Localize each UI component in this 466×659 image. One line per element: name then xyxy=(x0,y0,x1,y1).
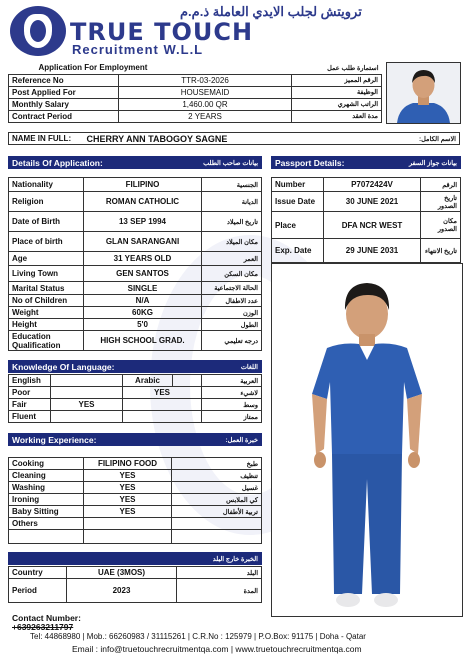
row-label-ar: الراتب الشهري xyxy=(292,98,382,110)
passport-title-ar: بيانات جواز السفر xyxy=(408,159,457,167)
table-row xyxy=(9,212,262,232)
row-label-ar: غسيل xyxy=(172,482,262,494)
row-value: FILIPINO FOOD xyxy=(84,458,172,470)
details-section-header xyxy=(8,156,262,169)
details-table xyxy=(8,177,262,351)
application-title: Application For Employment xyxy=(38,63,148,73)
applicant-full-name: CHERRY ANN TABOGOY SAGNE xyxy=(84,133,400,145)
table-row xyxy=(272,239,461,263)
col-arabic-ar: العربية xyxy=(202,375,262,387)
passport-section-header xyxy=(271,156,461,169)
row-label: Exp. Date xyxy=(272,239,324,263)
row-label-ar: عدد الاطفال xyxy=(202,295,262,307)
passport-title: Passport Details: xyxy=(275,157,345,168)
table-row xyxy=(9,482,262,494)
row-value: 2023 xyxy=(67,579,177,603)
row-label: Contract Period xyxy=(9,110,119,122)
row-label: Cleaning xyxy=(9,470,84,482)
row-value: DFA NCR WEST xyxy=(324,212,421,239)
language-title-ar: اللغات xyxy=(240,363,258,371)
table-row xyxy=(272,212,461,239)
row-value: FILIPINO xyxy=(84,178,202,192)
experience-title-ar: خبرة العمل: xyxy=(225,436,258,444)
row-label-ar: مكان السكن xyxy=(202,266,262,282)
row-label-ar: مكان الميلاد xyxy=(202,232,262,252)
row-label-ar: لاشيء xyxy=(202,387,262,399)
col-arabic: Arabic xyxy=(123,375,173,387)
row-label-ar: كي الملابس xyxy=(172,494,262,506)
row-label: Weight xyxy=(9,307,84,319)
arabic-value xyxy=(123,411,202,423)
english-value xyxy=(51,387,123,399)
col-english: English xyxy=(9,375,51,387)
table-row xyxy=(9,252,262,266)
row-label-ar: مدة العقد xyxy=(292,110,382,122)
row-label: Fair xyxy=(9,399,51,411)
details-title: Details Of Application: xyxy=(12,157,103,168)
table-row xyxy=(9,98,382,110)
row-value: GEN SANTOS xyxy=(84,266,202,282)
application-table xyxy=(8,62,382,123)
row-value: ROMAN CATHOLIC xyxy=(84,192,202,212)
row-label-ar: الوظيفة xyxy=(292,86,382,98)
row-label: Marital Status xyxy=(9,282,84,295)
language-table xyxy=(8,374,262,423)
row-label-ar: وسط xyxy=(202,399,262,411)
table-row xyxy=(9,178,262,192)
row-value: 31 YEARS OLD xyxy=(84,252,202,266)
table-row xyxy=(272,178,461,192)
row-label: Place of birth xyxy=(9,232,84,252)
row-value: SINGLE xyxy=(84,282,202,295)
row-value: N/A xyxy=(84,295,202,307)
english-value: YES xyxy=(51,399,123,411)
row-value: YES xyxy=(84,470,172,482)
row-label-ar: الرقم xyxy=(421,178,461,192)
table-row xyxy=(9,567,262,579)
company-logo-icon xyxy=(10,6,66,56)
row-label: No of Children xyxy=(9,295,84,307)
row-label-ar: تربية الأطفال xyxy=(172,506,262,518)
language-section-header xyxy=(8,360,262,373)
row-label: Reference No xyxy=(9,74,119,86)
name-table xyxy=(8,132,460,145)
applicant-photo-full xyxy=(271,263,463,617)
experience-table xyxy=(8,457,262,544)
table-row xyxy=(9,494,262,506)
row-label: Age xyxy=(9,252,84,266)
row-value xyxy=(84,518,172,530)
row-label-ar: العمر xyxy=(202,252,262,266)
row-value: YES xyxy=(84,506,172,518)
table-row xyxy=(9,411,262,423)
row-label-ar: تنظيف xyxy=(172,470,262,482)
row-label-ar: المدة xyxy=(177,579,262,603)
row-label: Date of Birth xyxy=(9,212,84,232)
row-value: 29 JUNE 2031 xyxy=(324,239,421,263)
table-row xyxy=(9,295,262,307)
passport-table xyxy=(271,177,461,263)
row-value: 5'0 xyxy=(84,319,202,331)
table-row xyxy=(272,192,461,212)
table-row xyxy=(9,506,262,518)
table-row xyxy=(9,192,262,212)
table-row xyxy=(9,232,262,252)
row-label-ar: الجنسية xyxy=(202,178,262,192)
row-value: HIGH SCHOOL GRAD. xyxy=(84,331,202,351)
experience-section-header xyxy=(8,433,262,446)
table-row xyxy=(9,319,262,331)
row-label: Period xyxy=(9,579,67,603)
row-value: TTR-03-2026 xyxy=(119,74,292,86)
name-label: NAME IN FULL: xyxy=(9,133,84,145)
table-row xyxy=(9,470,262,482)
row-label: Place xyxy=(272,212,324,239)
table-row xyxy=(9,387,262,399)
row-label: Post Applied For xyxy=(9,86,119,98)
contact-number: +639263211797 xyxy=(12,622,74,632)
row-value: 60KG xyxy=(84,307,202,319)
row-value: 30 JUNE 2021 xyxy=(324,192,421,212)
row-label-ar: الرقم المميز xyxy=(292,74,382,86)
row-label-ar: الحالة الاجتماعية xyxy=(202,282,262,295)
table-row xyxy=(9,282,262,295)
row-label-ar: الديانة xyxy=(202,192,262,212)
company-brand-sub: Recruitment W.L.L xyxy=(72,42,204,57)
row-label-ar: طبخ xyxy=(172,458,262,470)
table-row xyxy=(9,579,262,603)
footer-email-line: Email : info@truetouchrecruitmentqa.com | www.truetouchrecruitmentqa.com xyxy=(72,644,362,654)
arabic-value xyxy=(123,399,202,411)
row-label-ar: مكان الصدور xyxy=(421,212,461,239)
row-label: Height xyxy=(9,319,84,331)
table-row xyxy=(9,86,382,98)
row-label-ar: درجه تعليمي xyxy=(202,331,262,351)
row-label: Number xyxy=(272,178,324,192)
name-label-ar: الاسم الكامل: xyxy=(400,133,460,145)
table-row xyxy=(9,530,262,544)
row-label: Living Town xyxy=(9,266,84,282)
abroad-table xyxy=(8,566,262,603)
contact-label: Contact Number: xyxy=(12,613,81,623)
row-value: HOUSEMAID xyxy=(119,86,292,98)
row-label: Fluent xyxy=(9,411,51,423)
row-value: 13 SEP 1994 xyxy=(84,212,202,232)
row-label: Issue Date xyxy=(272,192,324,212)
row-value: P7072424V xyxy=(324,178,421,192)
table-row xyxy=(9,331,262,351)
row-label: Monthly Salary xyxy=(9,98,119,110)
row-label-ar: تاريخ الميلاد xyxy=(202,212,262,232)
table-row xyxy=(9,399,262,411)
row-value: GLAN SARANGANI xyxy=(84,232,202,252)
row-label: Others xyxy=(9,518,84,530)
table-row xyxy=(9,307,262,319)
arabic-value: YES xyxy=(123,387,202,399)
row-value: 1,460.00 QR xyxy=(119,98,292,110)
row-label-ar: ممتاز xyxy=(202,411,262,423)
row-value: UAE (3MOS) xyxy=(67,567,177,579)
english-value xyxy=(51,411,123,423)
row-label: Religion xyxy=(9,192,84,212)
row-value: YES xyxy=(84,494,172,506)
row-value: 2 YEARS xyxy=(119,110,292,122)
table-row xyxy=(9,266,262,282)
table-row xyxy=(9,518,262,530)
applicant-photo-small xyxy=(386,62,461,124)
company-arabic-name: ترويتش لجلب الايدي العاملة ذ.م.م xyxy=(180,4,362,19)
row-label-ar xyxy=(172,518,262,530)
row-label: Washing xyxy=(9,482,84,494)
row-label: Ironing xyxy=(9,494,84,506)
row-label: Cooking xyxy=(9,458,84,470)
table-row xyxy=(9,74,382,86)
row-label: Poor xyxy=(9,387,51,399)
row-label: Nationality xyxy=(9,178,84,192)
row-label: Baby Sitting xyxy=(9,506,84,518)
row-label-ar: الوزن xyxy=(202,307,262,319)
application-title-ar: استمارة طلب عمل xyxy=(327,64,379,72)
table-row xyxy=(9,110,382,122)
experience-title: Working Experience: xyxy=(12,434,97,445)
row-label-ar: الطول xyxy=(202,319,262,331)
language-title: Knowledge Of Language: xyxy=(12,361,115,372)
company-brand: TRUE TOUCH xyxy=(70,18,254,46)
row-label-ar: تاريخ الانتهاء xyxy=(421,239,461,263)
table-row xyxy=(9,458,262,470)
abroad-section-header xyxy=(8,552,262,565)
footer-contact-line: Tel: 44868980 | Mob.: 66260983 / 31115261 | C.R.No : 125979 | P.O.Box: 91175 | Doha - Qatar xyxy=(30,632,366,641)
row-label: Education Qualification xyxy=(9,331,84,351)
row-label-ar: تاريخ الصدور xyxy=(421,192,461,212)
row-value: YES xyxy=(84,482,172,494)
row-label: Country xyxy=(9,567,67,579)
details-title-ar: بيانات صاحب الطلب xyxy=(203,159,258,167)
abroad-title-ar: الخبرة خارج البلد xyxy=(212,555,258,563)
row-label-ar: البلد xyxy=(177,567,262,579)
table-row xyxy=(9,375,262,387)
